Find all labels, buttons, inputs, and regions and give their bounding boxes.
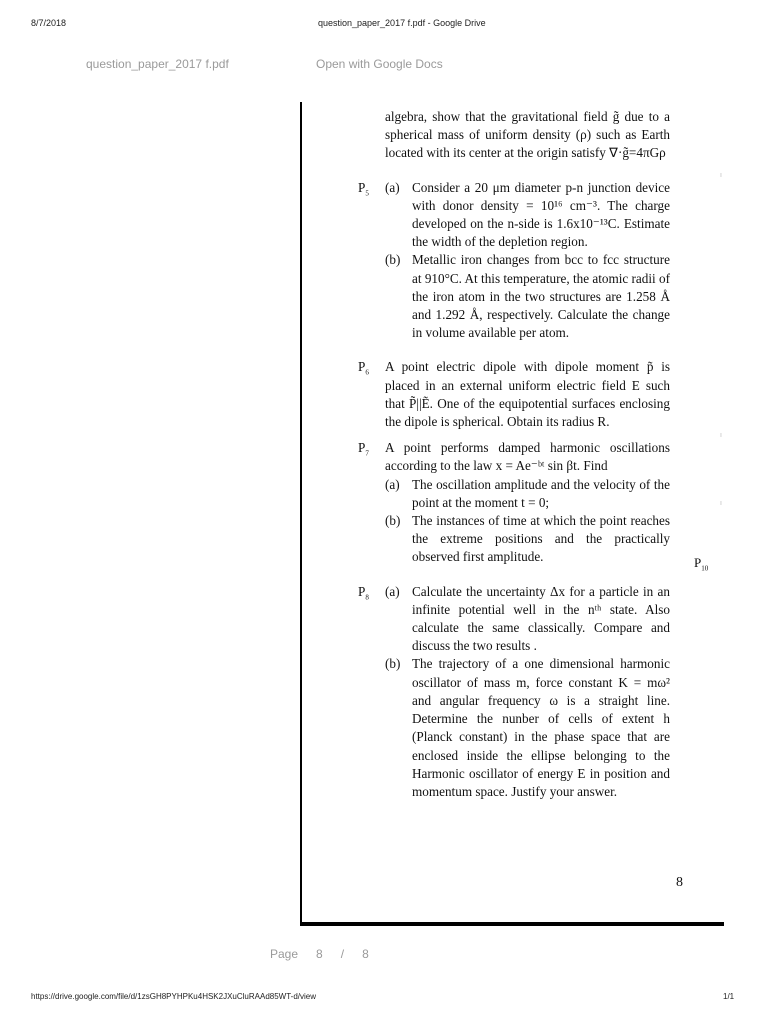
side-problem-label: $P_{10}$ [694,555,709,573]
problem-p8 [358,583,670,801]
print-title: question_paper_2017 f.pdf - Google Drive [318,18,486,28]
print-header [0,18,768,32]
part-label: (b) [385,513,401,529]
part-text: The trajectory of a one dimensional harmonic oscillator of mass m, force constant K = mω² and angular frequency ω is a straight line. Determine the nunber of cells of extent h (Planck constant) in the phase space that are enclosed inside the ellipse belonging to the Harmonic oscillator of energy E in position and momentum space. Justify your answer. [412,656,670,799]
problem-label: $P_6$ [358,359,369,378]
intro-paragraph: algebra, show that the gravitational field g̃ due to a spherical mass of uniform density (ρ) such as Earth located with its center at the origin satisfy ∇·g̃=4πGρ [385,109,670,161]
file-name: question_paper_2017 f.pdf [86,57,229,71]
problem-text: A point electric dipole with dipole moment p̃ is placed in an external uniform electric field E such that P̃||Ẽ. One of the equipotential surfaces enclosing the dipole is spherical. Obtain its radius R. [385,359,670,430]
page-separator: / [340,947,345,961]
drive-toolbar [0,55,768,77]
part-a [385,179,670,252]
margin-mark: ı [720,432,722,439]
part-text: Calculate the uncertainty Δx for a particle in an infinite potential well in the nᵗʰ state. Also calculate the same classically. Compare and discuss the two results . [412,583,670,654]
part-text: Consider a 20 μm diameter p-n junction device with donor density = 10¹⁶ cm⁻³. The charge developed on the n-side is 1.6x10⁻¹³C. Estimate the width of the depletion region. [412,179,670,250]
part-label: (a) [385,476,400,492]
current-page: 8 [316,947,323,961]
problem-p6 [358,358,670,431]
part-b [385,512,670,567]
page-indicator [270,947,369,961]
problem-p5 [358,179,670,343]
print-url: https://drive.google.com/file/d/1zsGH8PYHPKu4HSK2JXuCluRAAd85WT-d/view [31,992,317,1001]
page-content [358,102,670,801]
page-number: 8 [676,875,683,890]
pdf-page [300,102,724,926]
problem-p7 [358,439,670,566]
total-pages: 8 [362,947,369,961]
part-text: Metallic iron changes from bcc to fcc structure at 910°C. At this temperature, the atomic radii of the iron atom in the two structures are 1.258 Å and 1.292 Å, respectively. Calculate the change in volume available per atom. [412,252,670,341]
print-date: 8/7/2018 [31,18,67,28]
part-a [385,476,670,512]
part-label: (a) [385,179,400,195]
part-b [385,655,670,801]
problem-label: $P_7$ [358,440,369,458]
margin-mark: ı [720,172,722,179]
print-page-count: 1/1 [723,992,735,1001]
open-with-google-docs-button[interactable]: Open with Google Docs [316,57,443,71]
problem-text: A point performs damped harmonic oscillations according to the law x = Ae⁻ᵇᵗ sin βt. Find [385,440,670,474]
part-a [385,583,670,656]
part-text: The oscillation amplitude and the velocity of the point at the moment t = 0; [412,476,670,510]
part-text: The instances of time at which the point reaches the extreme positions and the practically observed first amplitude. [412,513,670,565]
part-label: (a) [385,583,400,599]
part-label: (b) [385,252,401,268]
page-label: Page [270,947,299,961]
problem-label: $P_5$ [358,179,369,198]
problem-label: $P_8$ [358,583,369,602]
part-label: (b) [385,656,401,672]
margin-mark: ı [720,500,722,507]
part-b [385,251,670,342]
